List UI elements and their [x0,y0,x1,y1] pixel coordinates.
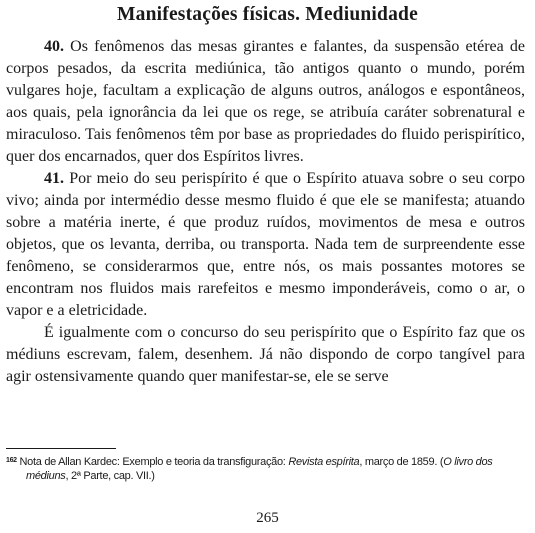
footnote-book-title: O livro dos médiuns [26,456,493,482]
paragraph-40 [6,36,525,168]
paragraph-number: 40. [44,38,64,55]
footnote-text: , 2ª Parte, cap. VII.) [65,470,155,482]
paragraph-continuation [6,322,525,388]
footnote-text: Nota de Allan Kardec: Exemplo e teoria da transfiguração: [16,456,289,468]
body-text [6,36,525,388]
page-heading: Manifestações físicas. Mediunidade [117,4,418,25]
paragraph-text: Por meio do seu perispírito é que o Espírito atuava sobre o seu corpo vivo; ainda por intermédio desse mesmo fluido é que ele se manifesta; atuando sobre a matéria inerte, é que produz ruídos, movimentos de mesa e outros objetos, que os levanta, derriba, ou transporta. Nada tem de surpreendente esse fenômeno, se considerarmos que, entre nós, os mais possantes motores se encontram nos fluidos mais rarefeitos e mesmo imponderáveis, como o ar, o vapor e a eletricidade. [6,170,525,319]
page-number: 265 [256,510,279,526]
footnote-text: , março de 1859. ( [359,456,444,468]
footnote-divider [6,448,116,449]
paragraph-41 [6,168,525,322]
paragraph-text: É igualmente com o concurso do seu perispírito que o Espírito faz que os médiuns escrevam, falem, desenhem. Já não dispondo de corpo tangível para agir ostensivamente quando quer manifestar-se, ele se serve [6,324,525,385]
paragraph-number: 41. [44,170,64,187]
paragraph-text: Os fenômenos das mesas girantes e falantes, da suspensão etérea de corpos pesados, da escrita mediúnica, tão antigos quanto o mundo, porém vulgares hoje, facultam a explicação de alguns outros, análogos e espontâneos, aos quais, pela ignorância da lei que os rege, se atribuía caráter sobrenatural e miraculoso. Tais fenômenos têm por base as propriedades do fluido perispirítico, quer dos encarnados, quer dos Espíritos livres. [6,38,525,165]
footnote-body [6,454,525,483]
footnote-journal-title: Revista espírita [288,456,360,468]
footnote-marker: 162 [6,457,17,464]
footnote [6,454,525,483]
